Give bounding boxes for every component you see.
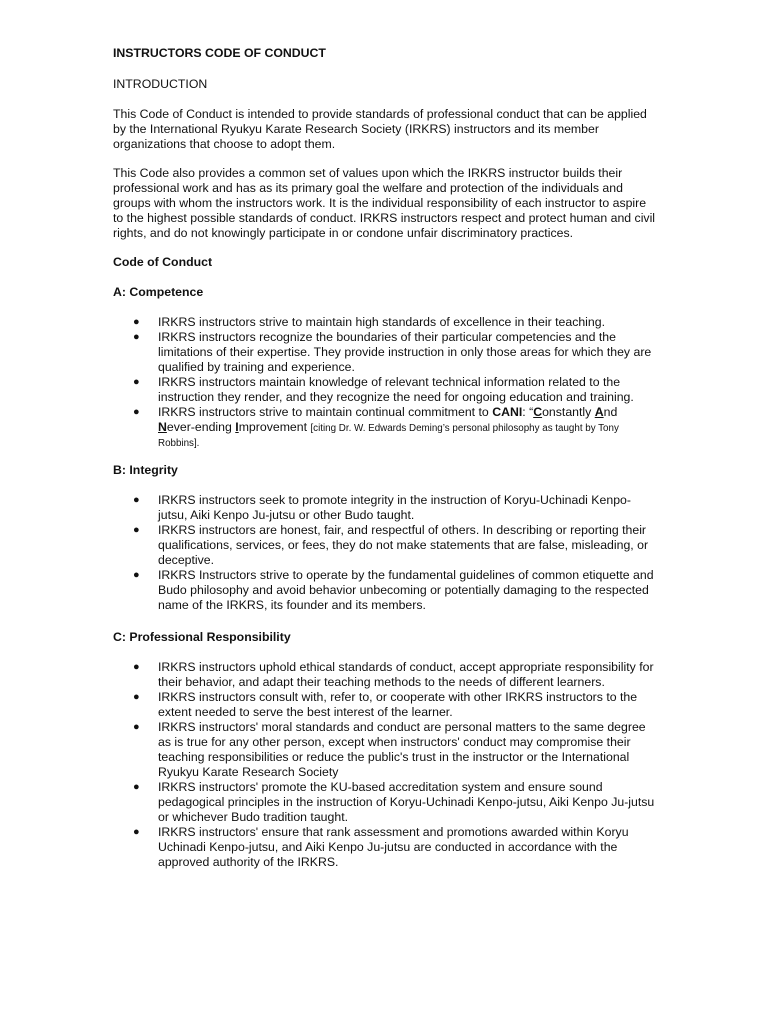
bullet-icon: ● [133, 524, 140, 536]
bullet-icon: ● [133, 406, 140, 418]
bullet-icon: ● [133, 569, 140, 581]
list-item: ● IRKRS instructors consult with, refer to, or cooperate with other IRKRS instructors to the extent needed to serve the best interest of the learner. [133, 690, 638, 719]
bullet-icon: ● [133, 826, 140, 838]
intro-paragraph-1: This Code of Conduct is intended to provide standards of professional conduct that can be applied by the International Ryukyu Karate Research Society (IRKRS) instructors and its member organizations that choose to adopt them. [113, 107, 647, 151]
section-b-heading: B: Integrity [113, 463, 178, 477]
section-c-heading: C: Professional Responsibility [113, 630, 291, 644]
list-item: ● IRKRS instructors seek to promote integrity in the instruction of Koryu-Uchinadi Kenpo-jutsu, Aiki Kenpo Ju-jutsu or other Budo taught. [133, 493, 631, 522]
bullet-icon: ● [133, 494, 140, 506]
intro-paragraph-2: This Code also provides a common set of values upon which the IRKRS instructor builds their professional work and has as its primary goal the welfare and protection of the individuals and groups with whom the instructors work. It is the individual responsibility of each instructor to aspire to the highest possible standards of conduct. IRKRS instructors respect and protect human and civil rights, and do not knowingly participate in or condone unfair discriminatory practices. [113, 166, 656, 240]
section-a-list [113, 315, 658, 450]
list-item: ● IRKRS instructors' promote the KU-based accreditation system and ensure sound pedagogical principles in the instruction of Koryu-Uchinadi Kenpo-jutsu, Aiki Kenpo Ju-jutsu or whichever Budo tradition taught. [133, 780, 655, 824]
document-title: INSTRUCTORS CODE OF CONDUCT [113, 46, 326, 60]
list-item: ● IRKRS instructors are honest, fair, and respectful of others. In describing or reporting their qualifications, services, or fees, they do not make statements that are false, misleading, or deceptive. [133, 523, 649, 567]
bullet-icon: ● [133, 691, 140, 703]
section-a-heading: A: Competence [113, 285, 204, 299]
list-item: ● IRKRS instructors strive to maintain high standards of excellence in their teaching. [133, 315, 606, 329]
bullet-icon: ● [133, 316, 140, 328]
bullet-icon: ● [133, 331, 140, 343]
bullet-icon: ● [133, 721, 140, 733]
introduction-heading: INTRODUCTION [113, 77, 208, 91]
cani-acronym: CANI [492, 405, 523, 419]
list-item: ● IRKRS instructors uphold ethical standards of conduct, accept appropriate responsibility for their behavior, and adapt their teaching methods to the needs of different learners. [133, 660, 654, 689]
bullet-icon: ● [133, 781, 140, 793]
list-item: ● IRKRS instructors recognize the boundaries of their particular competencies and the limitations of their expertise. They provide instruction in only those areas for which they are qualified by training and experience. [133, 330, 652, 374]
bullet-icon: ● [133, 661, 140, 673]
section-b-list [113, 493, 658, 613]
bullet-icon: ● [133, 376, 140, 388]
list-item: ● IRKRS instructors' moral standards and conduct are personal matters to the same degree as is true for any other person, except when instructors' conduct may compromise their teaching responsibilities or reduce the public's trust in the instructor or the International Ryukyu Karate Research Society [133, 720, 646, 779]
list-item: ● IRKRS instructors maintain knowledge of relevant technical information related to the instruction they render, and they recognize the need for ongoing education and training. [133, 375, 634, 404]
section-c-list [113, 660, 658, 870]
code-of-conduct-heading: Code of Conduct [113, 255, 213, 269]
list-item-cani: ● IRKRS instructors strive to maintain continual commitment to CANI: “Constantly And Never-ending Improvement [citing Dr. W. Edwards Deming’s personal philosophy as taught by Tony Robbins]. [133, 405, 619, 449]
citation: [citing Dr. W. Edwards Deming’s personal philosophy as taught by Tony Robbins]. [158, 423, 619, 449]
list-item: ● IRKRS instructors' ensure that rank assessment and promotions awarded within Koryu Uchinadi Kenpo-jutsu, and Aiki Kenpo Ju-jutsu are conducted in accordance with the approved authority of the IRKRS. [133, 825, 629, 869]
list-item: ● IRKRS Instructors strive to operate by the fundamental guidelines of common etiquette and Budo philosophy and avoid behavior unbecoming or potentially damaging to the respected name of the IRKRS, its founder and its members. [133, 568, 654, 612]
